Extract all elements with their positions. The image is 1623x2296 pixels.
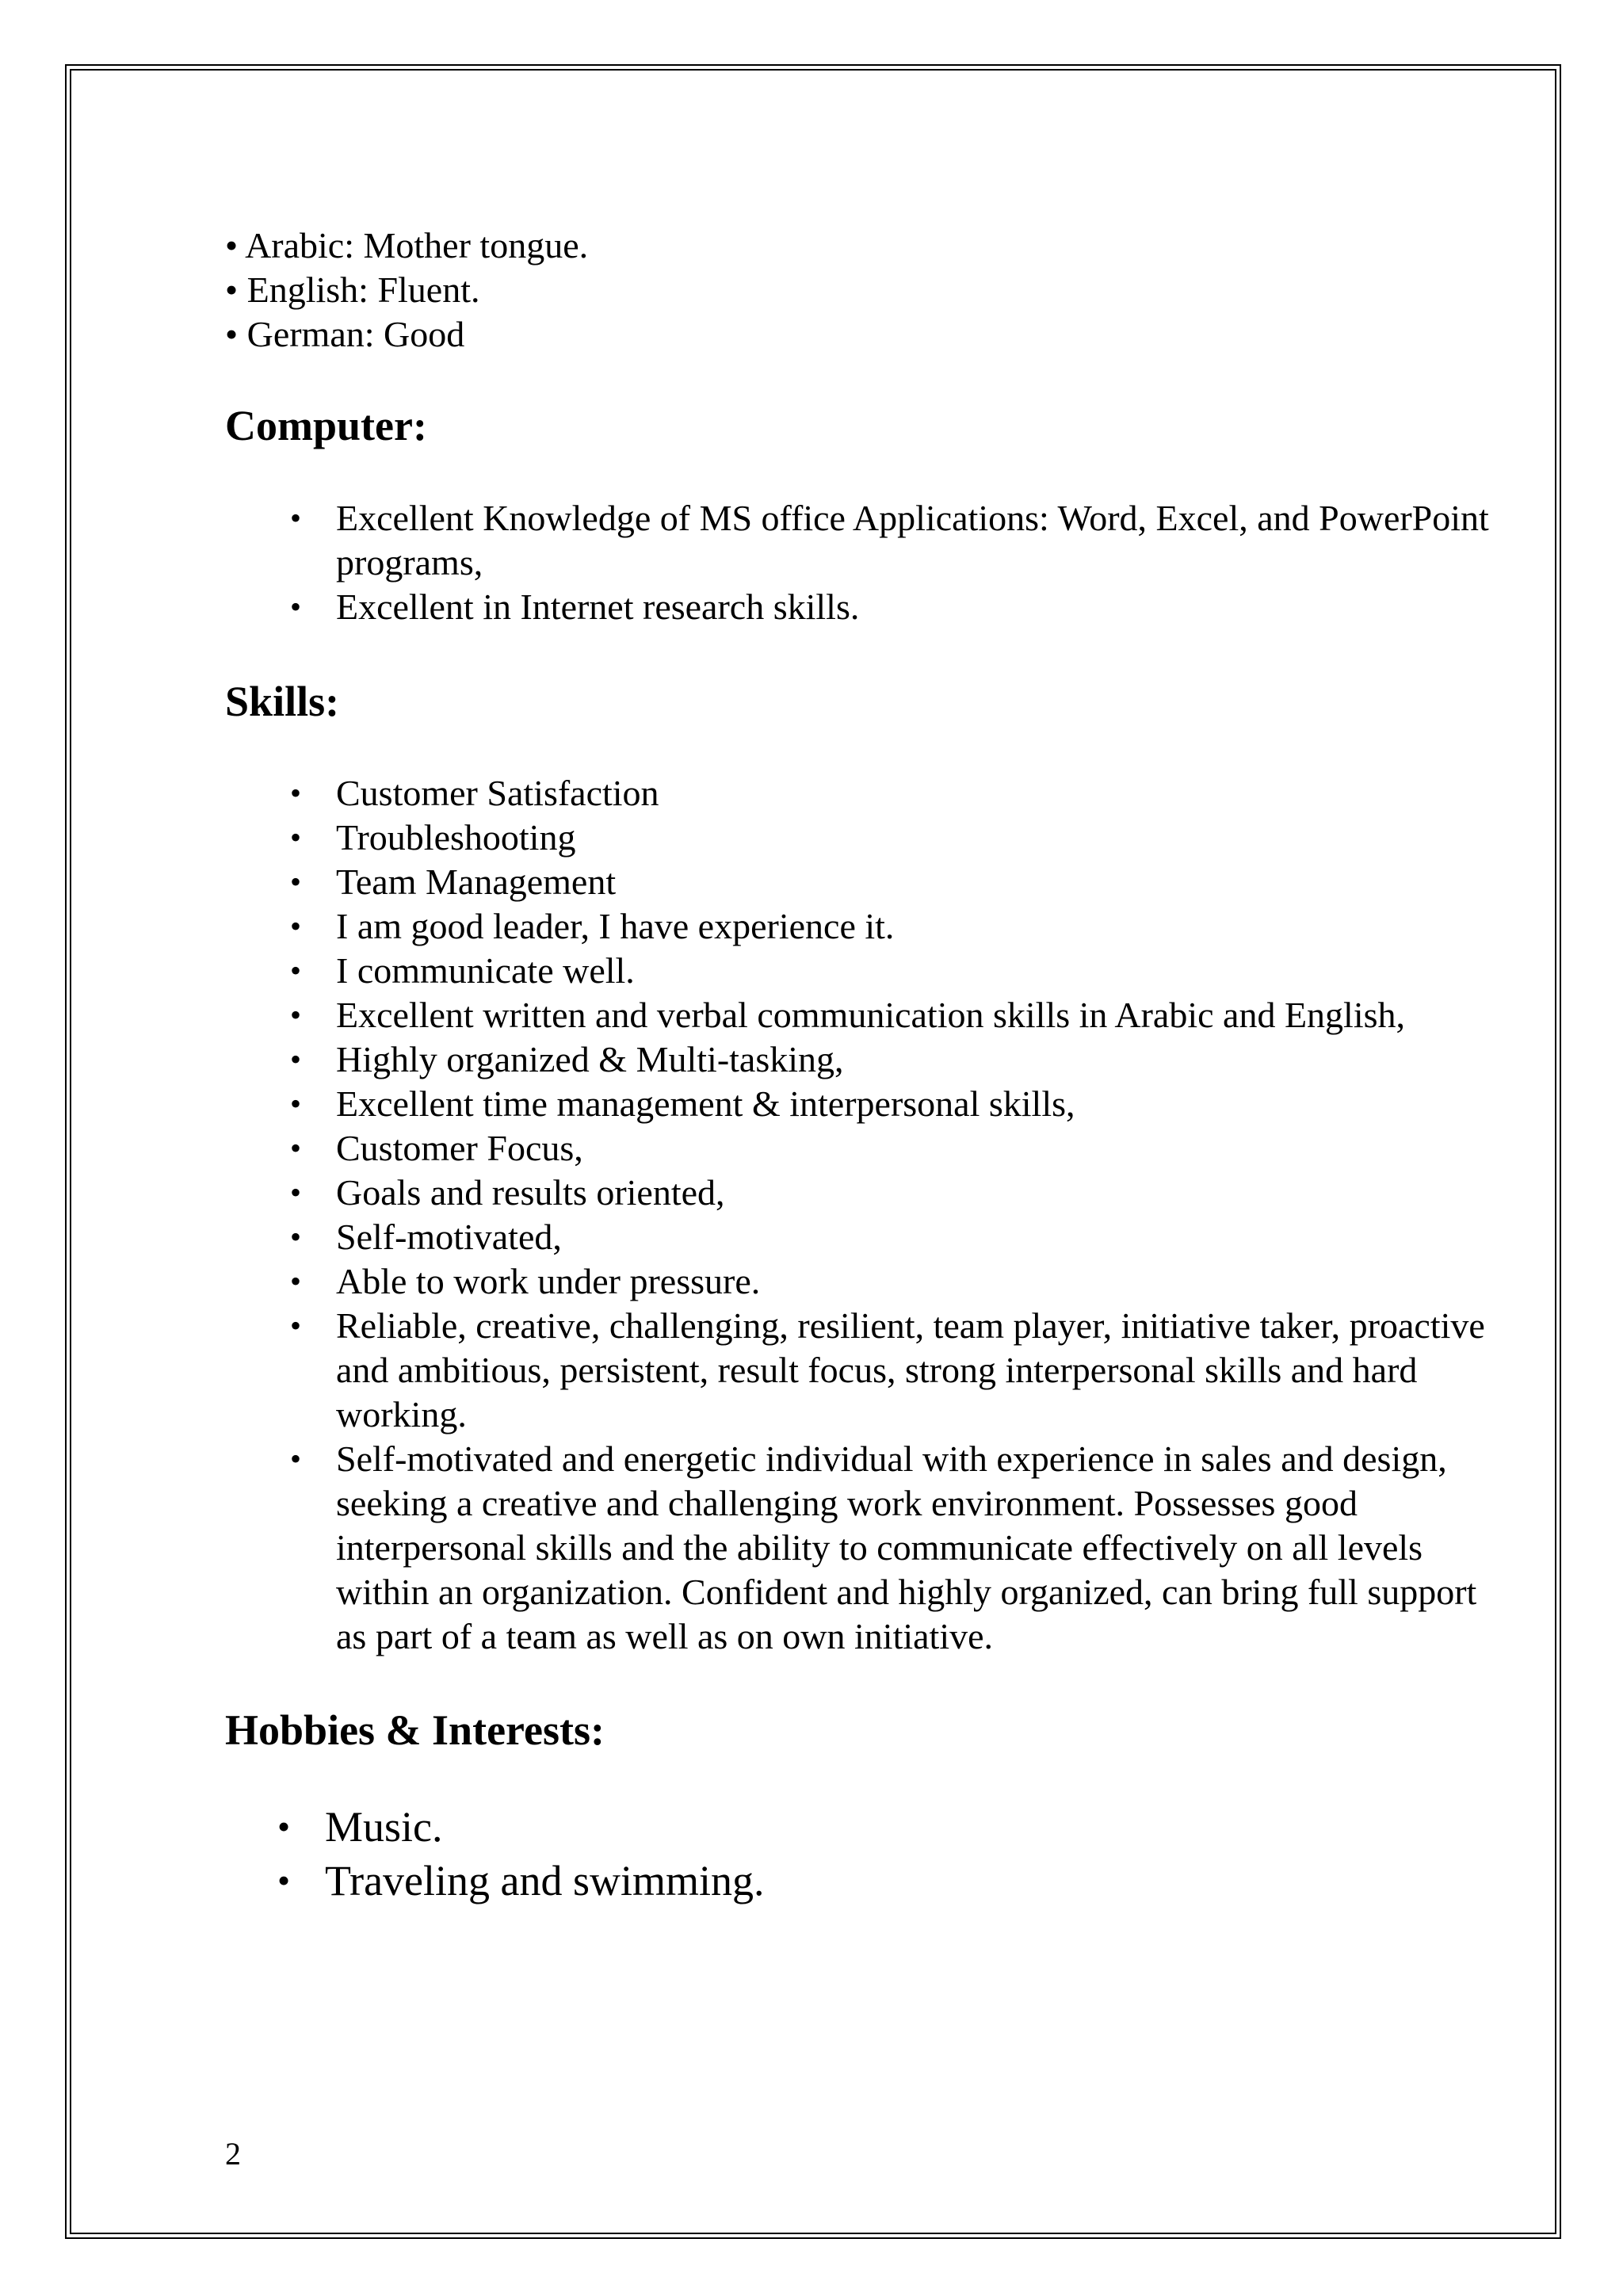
list-item — [225, 585, 1509, 629]
computer-list — [225, 496, 1509, 629]
list-item — [225, 1304, 1509, 1437]
list-item: • English: Fluent. — [225, 269, 480, 310]
bullet-icon: • — [290, 1308, 302, 1343]
skills-heading: Skills: — [225, 678, 340, 725]
list-item-text: Traveling and swimming. — [325, 1857, 765, 1904]
bullet-icon: • — [290, 1219, 302, 1255]
list-item-text: Excellent in Internet research skills. — [336, 586, 860, 627]
list-item — [225, 949, 1509, 993]
bullet-icon: • — [290, 1086, 302, 1121]
list-item-text: Music. — [325, 1803, 443, 1851]
bullet-icon: • — [290, 997, 302, 1033]
bullet-icon: • — [290, 1041, 302, 1077]
hobbies-list — [225, 1800, 1509, 1908]
list-item-text: Self-motivated, — [336, 1217, 562, 1257]
list-item-text: I am good leader, I have experience it. — [336, 906, 895, 946]
list-item-text: I communicate well. — [336, 950, 635, 991]
list-item — [225, 1854, 1509, 1908]
list-item — [225, 1215, 1509, 1259]
bullet-icon: • — [290, 1441, 302, 1477]
document-content — [225, 223, 1509, 1908]
bullet-icon: • — [277, 1806, 291, 1847]
list-item — [225, 1037, 1509, 1082]
list-item — [225, 993, 1509, 1037]
list-item-text: Customer Focus, — [336, 1128, 583, 1168]
list-item-text: Self-motivated and energetic individual with experience in sales and design, seeking a creative and challenging work environment. Possesses good interpersonal skills and the ability to communicate effectively on all levels within an organization. Confident and highly organized, can bring full support as part of a team as well as on own initiative. — [336, 1438, 1477, 1656]
list-item — [225, 1082, 1509, 1126]
list-item-text: Excellent time management & interpersonal skills, — [336, 1083, 1075, 1124]
list-item — [225, 771, 1509, 816]
bullet-icon: • — [290, 1175, 302, 1210]
list-item-text: Able to work under pressure. — [336, 1261, 761, 1301]
list-item — [225, 1126, 1509, 1171]
list-item-text: Customer Satisfaction — [336, 773, 659, 813]
list-item — [225, 1171, 1509, 1215]
list-item-text: Reliable, creative, challenging, resilient, team player, initiative taker, proactive and ambitious, persistent, result focus, strong interpersonal skills and hard working. — [336, 1305, 1485, 1435]
list-item — [225, 1437, 1509, 1659]
bullet-icon: • — [290, 1130, 302, 1166]
bullet-icon: • — [290, 953, 302, 988]
bullet-icon: • — [290, 908, 302, 944]
bullet-icon: • — [290, 864, 302, 900]
skills-list — [225, 771, 1509, 1659]
list-item-text: Troubleshooting — [336, 817, 576, 858]
bullet-icon: • — [290, 500, 302, 536]
list-item — [225, 1259, 1509, 1304]
page-number: 2 — [225, 2136, 241, 2172]
list-item — [225, 496, 1509, 585]
computer-heading: Computer: — [225, 402, 427, 449]
hobbies-heading: Hobbies & Interests: — [225, 1706, 605, 1754]
bullet-icon: • — [290, 1263, 302, 1299]
list-item: • Arabic: Mother tongue. — [225, 225, 589, 266]
bullet-icon: • — [277, 1860, 291, 1901]
languages-list — [225, 223, 1509, 357]
bullet-icon: • — [290, 775, 302, 811]
list-item-text: Excellent Knowledge of MS office Applications: Word, Excel, and PowerPoint programs, — [336, 498, 1489, 583]
list-item-text: Goals and results oriented, — [336, 1172, 725, 1213]
list-item-text: Team Management — [336, 861, 617, 902]
list-item-text: Highly organized & Multi-tasking, — [336, 1039, 844, 1079]
bullet-icon: • — [290, 819, 302, 855]
bullet-icon: • — [290, 589, 302, 625]
list-item — [225, 1800, 1509, 1854]
list-item — [225, 860, 1509, 904]
list-item: • German: Good — [225, 314, 465, 354]
list-item — [225, 904, 1509, 949]
list-item — [225, 816, 1509, 860]
list-item-text: Excellent written and verbal communication skills in Arabic and English, — [336, 995, 1406, 1035]
